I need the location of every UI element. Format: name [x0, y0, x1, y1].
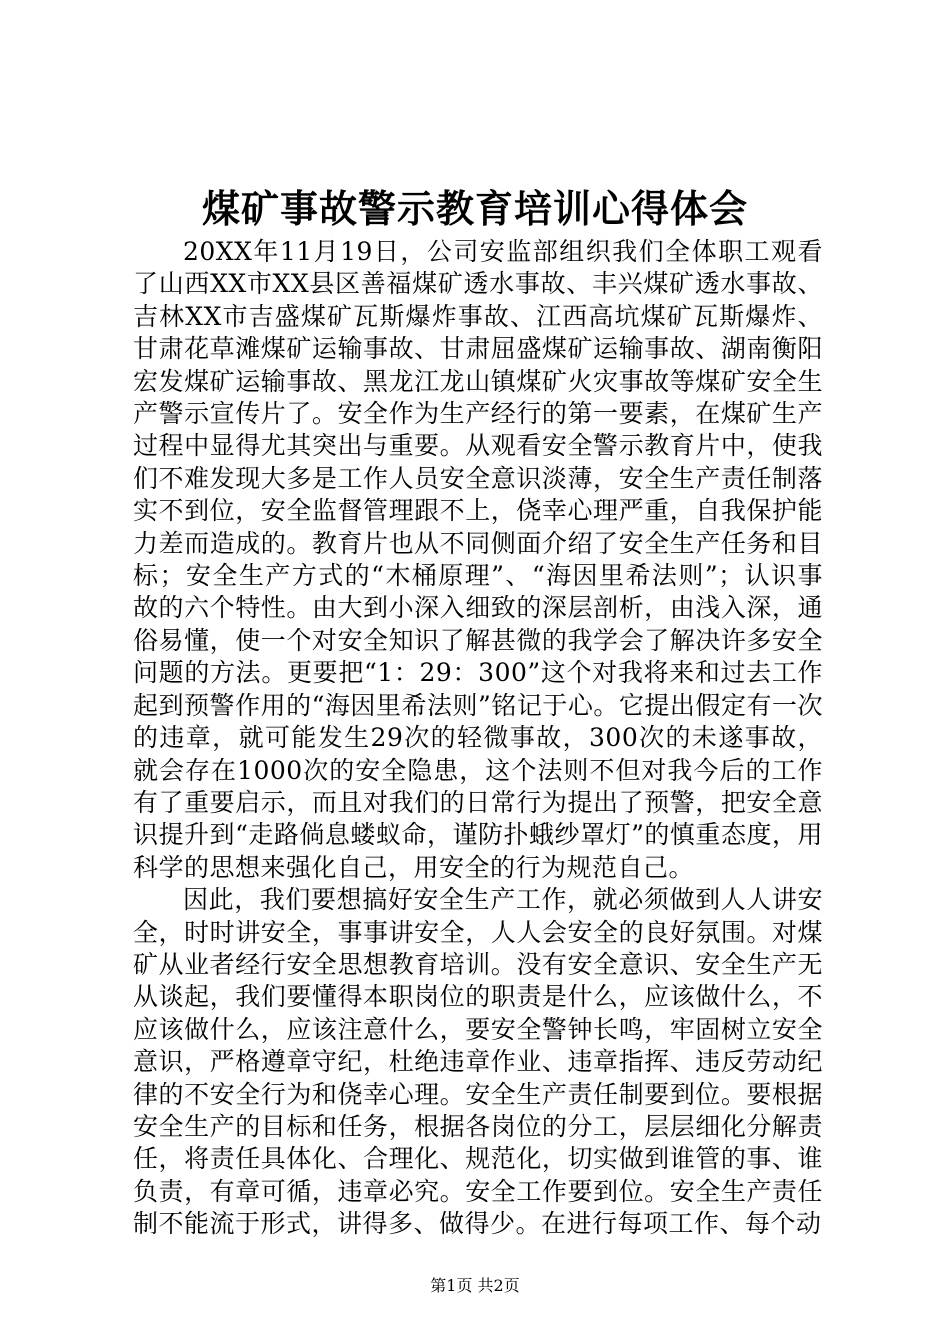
document-body — [133, 236, 823, 1241]
paragraph: 20XX年11月19日，公司安监部组织我们全体职工观看了山西XX市XX县区善福煤矿透水事故、丰兴煤矿透水事故、吉林XX市吉盛煤矿瓦斯爆炸事故、江西高坑煤矿瓦斯爆炸、甘肃花草滩煤矿运输事故、甘肃屈盛煤矿运输事故、湖南衡阳宏发煤矿运输事故、黑龙江龙山镇煤矿火灾事故等煤矿安全生产警示宣传片了。安全作为生产经行的第一要素，在煤矿生产过程中显得尤其突出与重要。从观看安全警示教育片中，使我们不难发现大多是工作人员安全意识淡薄，安全生产责任制落实不到位，安全监督管理跟不上，侥幸心理严重，自我保护能力差而造成的。教育片也从不同侧面介绍了安全生产任务和目标；安全生产方式的“木桶原理”、“海因里希法则”；认识事故的六个特性。由大到小深入细致的深层剖析，由浅入深，通俗易懂，使一个对安全知识了解甚微的我学会了解决许多安全问题的方法。更要把“1：29：300”这个对我将来和过去工作起到预警作用的“海因里希法则”铭记于心。它提出假定有一次的违章，就可能发生29次的轻微事故，300次的未遂事故，就会存在1000次的安全隐患，这个法则不但对我今后的工作有了重要启示，而且对我们的日常行为提出了预警，把安全意识提升到“走路倘息蝼蚁命，谨防扑蛾纱罩灯”的慎重态度，用科学的思想来强化自己，用安全的行为规范自己。 — [133, 237, 823, 882]
document-title: 煤矿事故警示教育培训心得体会 — [201, 186, 748, 231]
page-number-footer: 第1页 共2页 — [430, 1276, 520, 1295]
paragraph: 因此，我们要想搞好安全生产工作，就必须做到人人讲安全，时时讲安全，事事讲安全，人人会安全的良好氛围。对煤矿从业者经行安全思想教育培训。没有安全意识、安全生产无从谈起，我们要懂得本职岗位的职责是什么，应该做什么，不应该做什么，应该注意什么，要安全警钟长鸣，牢固树立安全意识，严格遵章守纪，杜绝违章作业、违章指挥、违反劳动纪律的不安全行为和侥幸心理。安全生产责任制要到位。要根据安全生产的目标和任务，根据各岗位的分工，层层细化分解责任，将责任具体化、合理化、规范化，切实做到谁管的事、谁负责，有章可循，违章必究。安全工作要到位。安全生产责任制不能流于形式，讲得多、做得少。在进行每项工作、每个动 — [133, 885, 823, 1239]
